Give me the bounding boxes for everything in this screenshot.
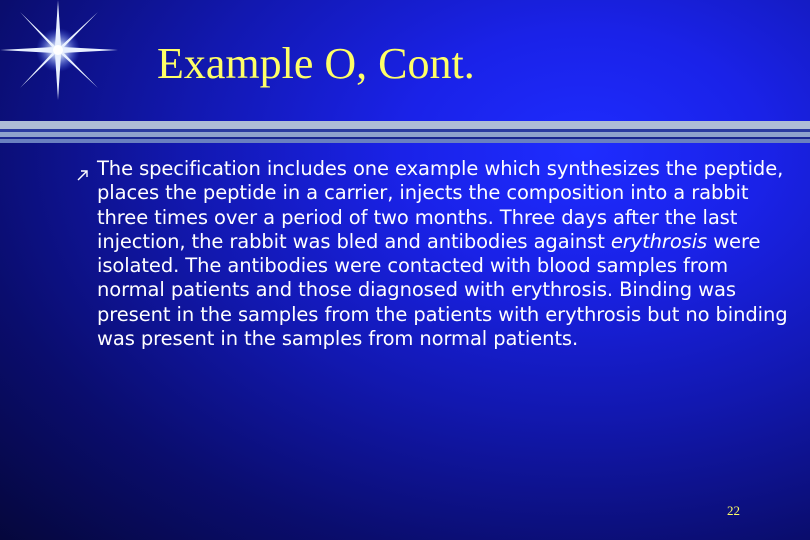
body-paragraph — [97, 157, 797, 351]
arrow-up-right-icon — [76, 168, 90, 182]
body-text-italic: erythrosis — [610, 229, 708, 253]
page-number: 22 — [727, 503, 740, 518]
sparkle-star-icon — [0, 0, 120, 120]
slide-title: Example O, Cont. — [157, 39, 475, 88]
title-divider — [0, 121, 810, 147]
body-text-part1: The specification includes one example which synthesizes the peptide, places the peptide in a carrier, injects the composition into a rabbit three times over a period of two months. Three days after the last injection, the rabbit was bled and antibodies against — [97, 157, 784, 253]
body-text-part2: were isolated. The antibodies were contacted with blood samples from normal patients and those diagnosed with erythrosis. Binding was present in the samples from the patients with erythrosis but no binding was present in the samples from normal patients. — [97, 229, 788, 351]
